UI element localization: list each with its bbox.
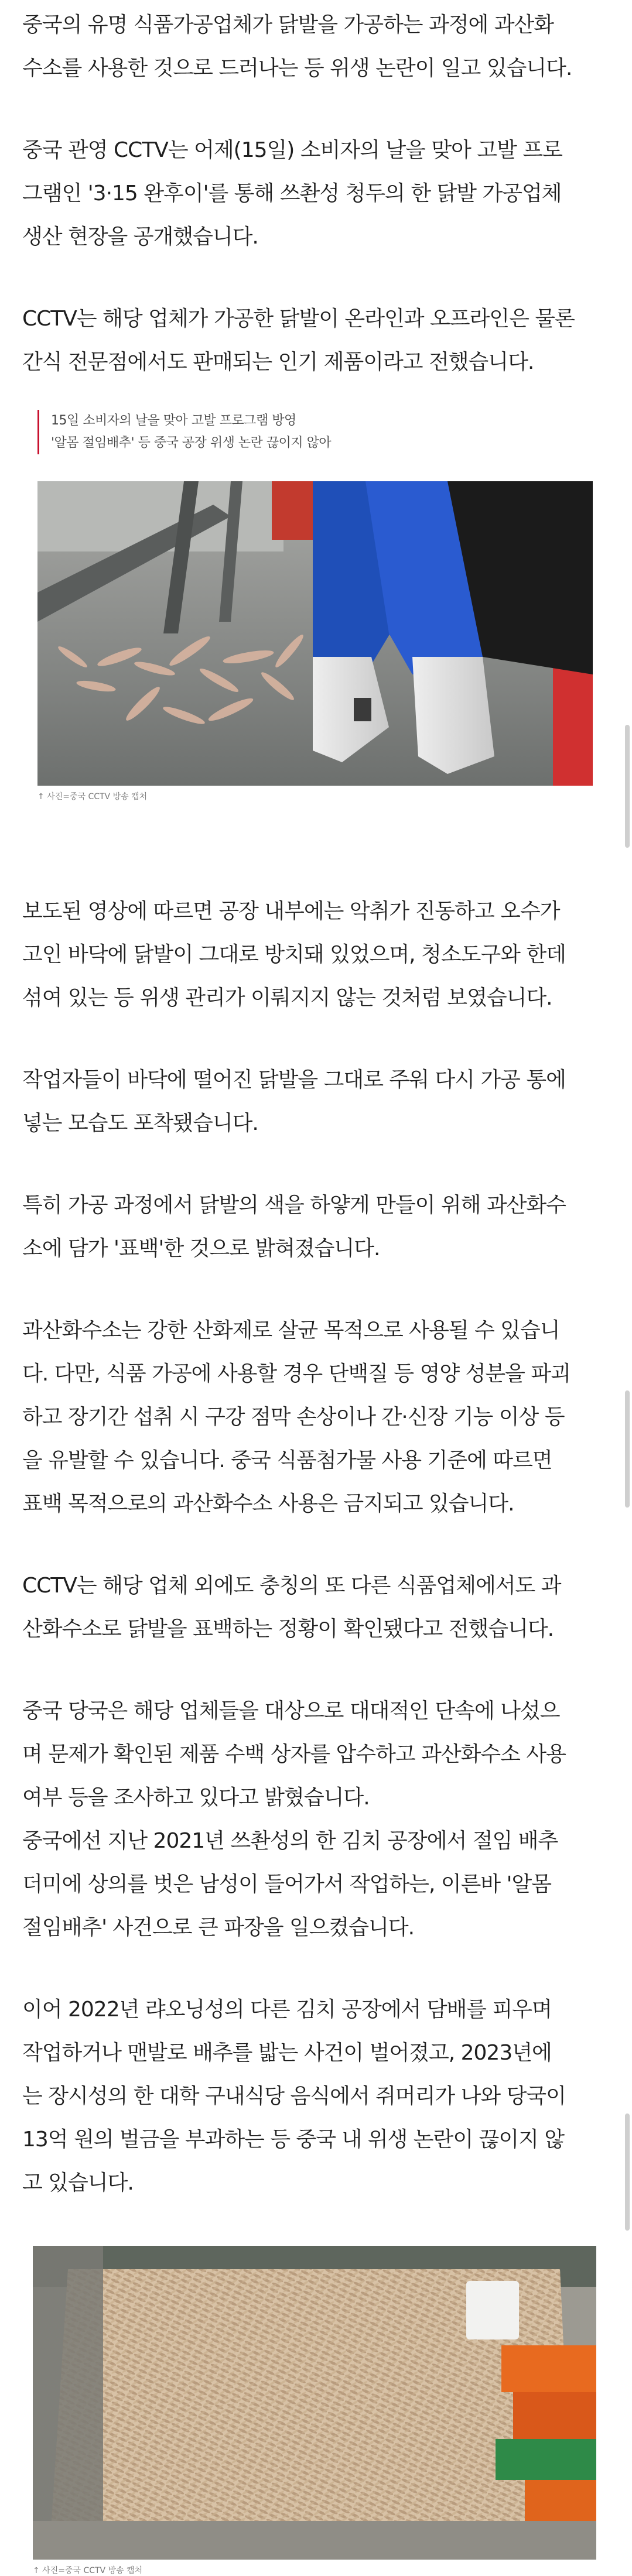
text-line: 특히 가공 과정에서 닭발의 색을 하얗게 만들이 위해 과산화수 [22,1193,566,1217]
text-line: 수소를 사용한 것으로 드러나는 등 위생 논란이 일고 있습니다. [22,56,572,80]
text-line: 는 장시성의 한 대학 구내식당 음식에서 쥐머리가 나와 당국이 [22,2084,566,2108]
paragraph-1 [22,0,610,90]
text-line: 과산화수소는 강한 산화제로 살균 목적으로 사용될 수 있습니 [22,1318,560,1342]
text-line: 그램인 '3·15 완후이'를 통해 쓰촨성 청두의 한 닭발 가공업체 [22,181,562,205]
photo-credit: ↑ 사진=중국 CCTV 방송 캡처 [33,2566,143,2575]
text-line: 작업하거나 맨발로 배추를 밟는 사건이 벌어졌고, 2023년에 [22,2041,552,2065]
text-line: 중국의 유명 식품가공업체가 닭발을 가공하는 과정에 과산화 [22,13,554,37]
photo-credit: ↑ 사진=중국 CCTV 방송 캡처 [37,792,148,801]
text-line: 며 문제가 확인된 제품 수백 상자를 압수하고 과산화수소 사용 [22,1742,566,1766]
paragraph-3 [22,297,610,384]
text-line: 이어 2022년 랴오닝성의 다른 김치 공장에서 담배를 피우며 [22,1998,552,2022]
text-line: 표백 목적으로의 과산화수소 사용은 금지되고 있습니다. [22,1492,514,1516]
text-line: 13억 원의 벌금을 부과하는 등 중국 내 위생 논란이 끊이지 않 [22,2128,565,2152]
paragraph-7 [22,1309,610,1526]
text-line: 소에 담가 '표백'한 것으로 밝혀졌습니다. [22,1236,380,1260]
scrollbar-thumb[interactable] [625,725,630,848]
text-line: 작업자들이 바닥에 떨어진 닭발을 그대로 주워 다시 가공 통에 [22,1068,566,1092]
figure-caption-box [37,410,610,454]
text-line: 넣는 모습도 포착됐습니다. [22,1111,258,1135]
text-line: 더미에 상의를 벗은 남성이 들어가서 작업하는, 이른바 '알몸 [22,1872,552,1896]
scrollbar-thumb[interactable] [625,2113,630,2231]
text-line: 절임배추' 사건으로 큰 파장을 일으켰습니다. [22,1916,415,1940]
text-line: 다. 다만, 식품 가공에 사용할 경우 단백질 등 영양 성분을 파괴 [22,1362,570,1386]
text-line: 중국에선 지난 2021년 쓰촨성의 한 김치 공장에서 절임 배추 [22,1829,558,1853]
text-line: 산화수소로 닭발을 표백하는 정황이 확인됐다고 전했습니다. [22,1617,554,1641]
paragraph-4 [22,890,610,1020]
text-line: CCTV는 해당 업체 외에도 충칭의 또 다른 식품업체에서도 과 [22,1574,561,1598]
text-line: 고인 바닥에 닭발이 그대로 방치돼 있었으며, 청소도구와 한데 [22,943,566,967]
scrollbar-thumb[interactable] [625,1390,630,1508]
text-line: 고 있습니다. [22,2171,134,2195]
paragraph-2 [22,129,610,259]
text-line: 을 유발할 수 있습니다. 중국 식품첨가물 사용 기준에 따르면 [22,1448,552,1472]
paragraph-9 [22,1690,610,1950]
text-line: 중국 당국은 해당 업체들을 대상으로 대대적인 단속에 나섰으 [22,1699,560,1723]
text-line: 하고 장기간 섭취 시 구강 점막 손상이나 간·신장 기능 이상 등 [22,1405,565,1429]
paragraph-8 [22,1564,610,1651]
caption-line: '알몸 절임배추' 등 중국 공장 위생 논란 끊이지 않아 [51,436,332,450]
text-line: 간식 전문점에서도 판매되는 인기 제품이라고 전했습니다. [22,350,534,374]
caption-line: 15일 소비자의 날을 맞아 고발 프로그램 방영 [51,413,296,428]
chicken-feet-pile-image [33,2246,596,2560]
paragraph-10 [22,1988,610,2205]
text-line: 보도된 영상에 따르면 공장 내부에는 악취가 진동하고 오수가 [22,899,560,923]
text-line: 생산 현장을 공개했습니다. [22,225,258,249]
factory-floor-image [37,481,593,786]
factory-floor-photo [37,481,593,786]
text-line: 중국 관영 CCTV는 어제(15일) 소비자의 날을 맞아 고발 프로 [22,138,562,162]
text-line: 여부 등을 조사하고 있다고 밝혔습니다. [22,1786,370,1810]
text-line: 섞여 있는 등 위생 관리가 이뤄지지 않는 것처럼 보였습니다. [22,986,552,1010]
paragraph-5 [22,1059,610,1145]
paragraph-6 [22,1184,610,1270]
text-line: CCTV는 해당 업체가 가공한 닭발이 온라인과 오프라인은 물론 [22,307,575,331]
chicken-feet-pile-photo [33,2246,596,2560]
